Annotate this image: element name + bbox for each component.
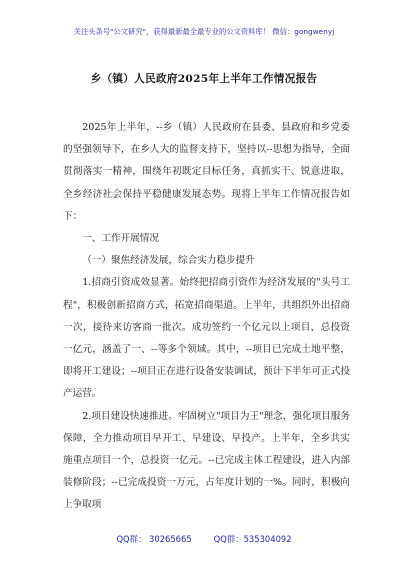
subsection-heading: （一）聚焦经济发展，综合实力稳步提升 xyxy=(82,255,255,267)
footer-qq-group-1: QQ群： 30265665 xyxy=(116,534,192,544)
paragraph-investment: 1.招商引资成效显著。始终把招商引资作为经济发展的"头号工程"，积极创新招商方式，拓宽招商渠道。上半年，共组织外出招商一次，接待来访客商一批次。成功签约一个亿元以上项目，总投资一亿元，涵盖了一、--等多个领域。其中，--项目已完成土地平整，即将开工建设；--项目正在进行设备安装调试，预计下半年可正式投产运营。 xyxy=(63,277,350,400)
intro-paragraph: 2025年上半年，--乡（镇）人民政府在县委、县政府和乡党委的坚强领导下，在乡人大的监督支持下，坚持以--思想为指导，全面贯彻落实一精神，围绕年初既定目标任务，真抓实干、锐意进取，全乡经济社会保持平稳健康发展态势。现将上半年工作情况报告如下： xyxy=(63,122,350,222)
document-title: 乡（镇）人民政府2025年上半年工作情况报告 xyxy=(90,73,318,85)
header-promo-note: 关注头条号"公文研究"，获得最新最全最专业的公文资料库！ 微信：gongwenyj xyxy=(73,27,335,36)
paragraph-projects: 2.项目建设快速推进。牢固树立"项目为王"理念，强化项目服务保障，全力推动项目早开工、早建设、早投产。上半年，全乡共实施重点项目一个，总投资一亿元。--已完成主体工程建设，进入内部装修阶段；--已完成投资一万元，占年度计划的一%。同时，积极向上争取项 xyxy=(63,410,350,511)
section-heading: 一、工作开展情况 xyxy=(82,233,159,245)
document-body xyxy=(63,117,350,517)
footer-contact xyxy=(0,533,408,545)
footer-qq-group-2: QQ群：535304092 xyxy=(213,534,292,544)
